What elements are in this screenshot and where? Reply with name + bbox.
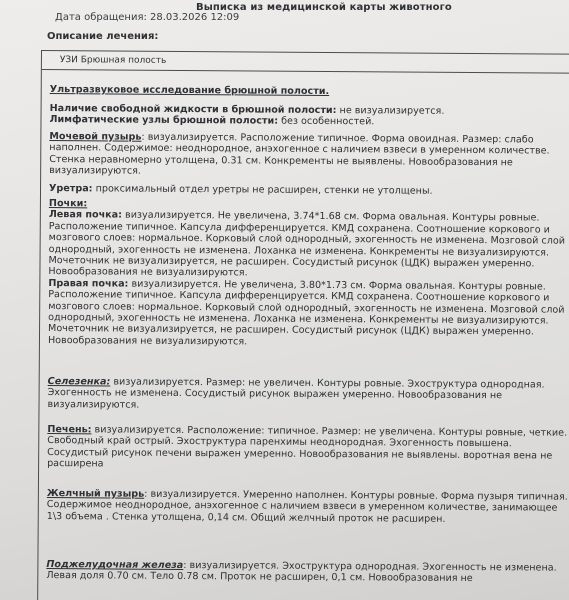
lymph-nodes-text: без особенностей. [278,115,375,128]
pancreas-paragraph [46,559,569,585]
liver-text: визуализируется. Расположение: типичное. Размер: не увеличена. Контуры ровные, четкие. Свободный край острый. Эхоструктура паренхимы неоднородная. Эхогенность повышена. Сосудистый рисунок печени выражен умеренно. Новообразования не выявлены. воротная вена не расширена [47,424,568,470]
study-title-paragraph [50,84,569,99]
document-title: Выписка из медицинской карты животного [196,2,452,13]
bladder-paragraph [49,131,569,180]
lymph-nodes-paragraph [49,114,569,129]
gallbladder-label: Желчный пузырь [46,488,145,500]
urethra-paragraph [49,183,569,198]
treatment-section-title: Описание лечения: [47,31,159,42]
urethra-label: Уретра: [48,183,93,195]
visit-date: Дата обращения: 28.03.2026 12:09 [55,12,240,23]
urethra-text: проксимальный отдел уретры не расширен, стенки не утолщены. [92,183,433,197]
free-fluid-text: не визуализируется. [336,105,445,117]
liver-paragraph [47,424,569,473]
kidneys-paragraph [48,198,569,350]
bladder-label: Мочевой пузырь [49,131,142,143]
box-header [42,51,569,74]
ultrasound-box [37,50,569,600]
gallbladder-paragraph [47,488,569,526]
liver-label: Печень: [47,424,92,436]
free-fluid-label: Наличие свободной жидкости в брюшной полости: [49,103,337,117]
spleen-text: визуализируется. Размер: не увеличен. Контуры ровные. Эхоструктура однородная. Эхогенность не изменена. Сосудистый рисунок выражен умеренно. Новообразования не визуализируются. [47,376,545,411]
lymph-nodes-label: Лимфатические узлы брюшной полости: [49,114,279,127]
study-title: Ультразвуковое исследование брюшной полости. [49,84,330,98]
spleen-paragraph [47,376,569,414]
ultrasound-label: УЗИ Брюшная полость [59,55,167,66]
pancreas-text: : визуализируется. Эхоструктура однородная. Эхогенность не изменена. Левая доля 0.70 см. Тело 0.78 см. Проток не расширен, 0,1 см. Новообразования не [46,560,557,585]
left-kidney-text: визуализируется. Не увеличена, 3.74*1.68 см. Форма овальная. Контуры ровные. Расположение типичное. Капсула дифференцируется. КМД сохранена. Соотношение коркового и мозгового слоев: нормальное. Корковый слой однородный, эхогенность не изменена. Мозговой слой однородный, эхогенность не изменена. Лоханка не изменена. Конкременты не визуализируются. Мочеточник не визуализируется, не расширен. Сосудистый рисунок (ЦДК) выражен умеренно. Новообразования не визуализируются. [48,209,565,279]
right-kidney-label: Правая почка: [48,277,129,290]
bladder-text: : визуализируется. Расположение типичное. Форма овоидная. Размер: слабо наполнен. Содержимое: неоднородное, анэхогенное с наличием взвеси в умеренном количестве. Стенка неравномерно утолщена, 0.31 см. Конкременты не выявлены. Новообразования не визуализируются. [49,131,550,177]
left-kidney-label: Левая почка: [48,209,123,221]
gallbladder-text: : визуализируется. Умеренно наполнен. Контуры ровные. Форма пузыря типичная. Содержимое неоднородное, анэхогенное с наличием взвеси в умеренном количестве, занимающее 1\3 объема . Стенка утолщена, 0,14 см. Общий желчный проток не расширен. [46,488,568,525]
pancreas-label: Поджелудочная железа [46,559,184,572]
spleen-label: Селезенка: [47,376,111,388]
right-kidney-text: визуализируется. Не увеличена, 3.80*1.73 см. Форма овальная. Контуры ровные. Расположение типичное. Капсула дифференцируется. КМД сохранена. Соотношение коркового и мозгового слоев: нормальное. Корковый слой однородный, эхогенность не изменена. Мозговой слой однородный, эхогенность не изменена. Лоханка не изменена. Конкременты не визуализируются. Мочеточник не визуализируется, не расширен. Сосудистый рисунок (ЦДК) выражен умеренно. Новообразования не визуализируются. [47,278,565,348]
kidneys-label: Почки: [48,198,88,210]
